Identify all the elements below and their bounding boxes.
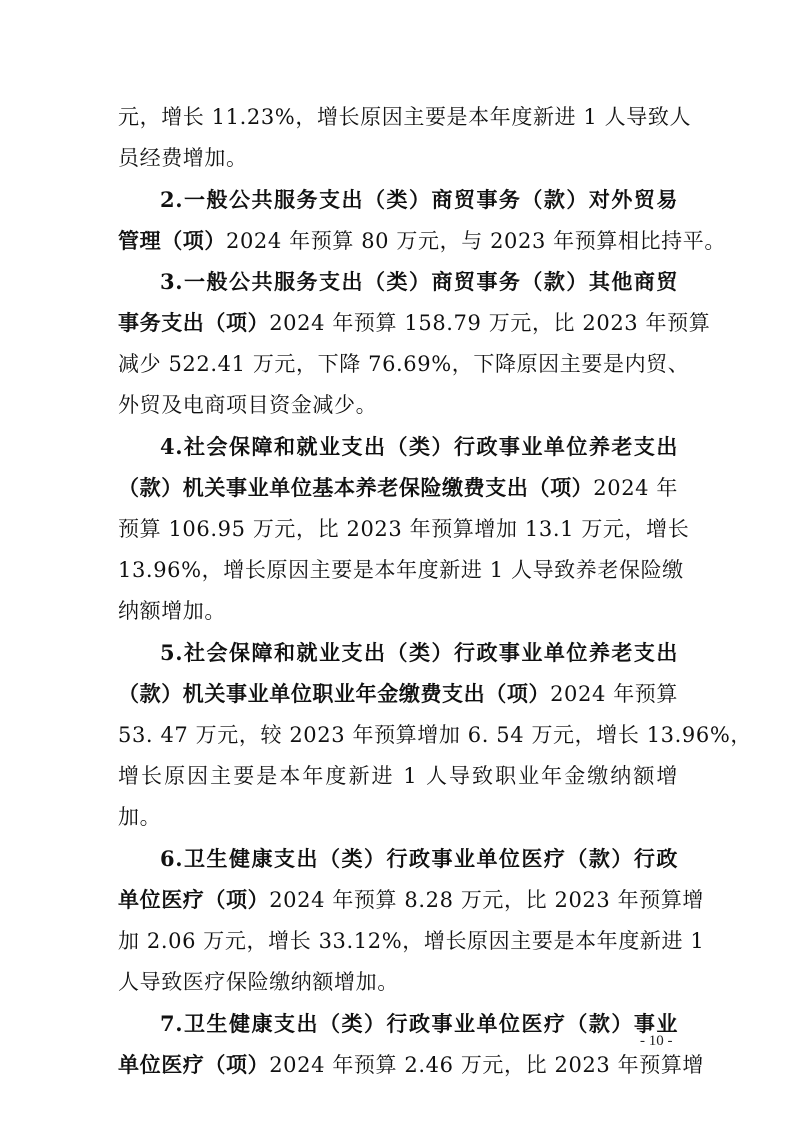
page-number: - 10 -	[640, 1033, 673, 1049]
section-heading-2: 2.一般公共服务支出（类）商贸事务（款）对外贸易	[160, 187, 678, 212]
text-line: （款）机关事业单位职业年金缴费支出（项）2024 年预算	[118, 681, 679, 706]
text-line: 加。	[118, 805, 162, 829]
text-line: 增长原因主要是本年度新进 1 人导致职业年金缴纳额增	[118, 764, 678, 788]
text-line: 人导致医疗保险缴纳额增加。	[118, 970, 399, 994]
text-line: 员经费增加。	[118, 146, 248, 170]
text-line: 管理（项）2024 年预算 80 万元，与 2023 年预算相比持平。	[118, 228, 726, 253]
section-heading-5: 5.社会保障和就业支出（类）行政事业单位养老支出	[160, 640, 678, 665]
text-line: 53. 47 万元，较 2023 年预算增加 6. 54 万元，增长 13.96%，	[118, 723, 752, 747]
text-line: 减少 522.41 万元，下降 76.69%，下降原因主要是内贸、	[118, 352, 690, 376]
text-line: 外贸及电商项目资金减少。	[118, 393, 378, 417]
text-line: 事务支出（项）2024 年预算 158.79 万元，比 2023 年预算	[118, 310, 711, 335]
text-line: 13.96%，增长原因主要是本年度新进 1 人导致养老保险缴	[118, 558, 684, 582]
text-line: （款）机关事业单位基本养老保险缴费支出（项）2024 年	[118, 475, 679, 500]
section-heading-3: 3.一般公共服务支出（类）商贸事务（款）其他商贸	[160, 269, 678, 294]
text-line: 预算 106.95 万元，比 2023 年预算增加 13.1 万元，增长	[118, 517, 690, 541]
text-line: 元，增长 11.23%，增长原因主要是本年度新进 1 人导致人	[118, 105, 692, 129]
section-heading-6: 6.卫生健康支出（类）行政事业单位医疗（款）行政	[160, 846, 678, 871]
section-heading-7: 7.卫生健康支出（类）行政事业单位医疗（款）事业	[160, 1011, 678, 1036]
section-heading-4: 4.社会保障和就业支出（类）行政事业单位养老支出	[160, 434, 678, 459]
text-line: 单位医疗（项）2024 年预算 2.46 万元，比 2023 年预算增	[118, 1052, 705, 1077]
text-line: 纳额增加。	[118, 599, 226, 623]
text-line: 加 2.06 万元，增长 33.12%，增长原因主要是本年度新进 1	[118, 929, 705, 953]
text-line: 单位医疗（项）2024 年预算 8.28 万元，比 2023 年预算增	[118, 887, 705, 912]
